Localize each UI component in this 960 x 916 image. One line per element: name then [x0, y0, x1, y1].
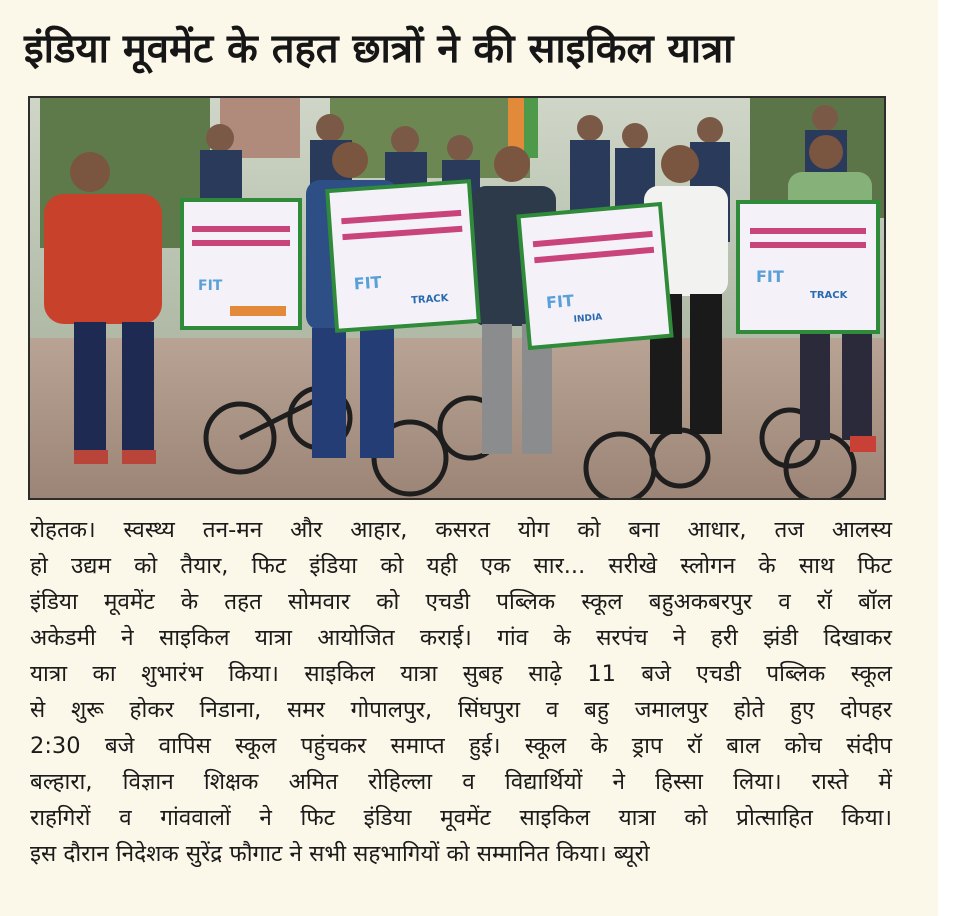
banner-4 — [738, 202, 878, 332]
paved-ground — [30, 338, 884, 498]
banner-4-track: TRACK — [810, 290, 848, 301]
banner-1-fit: FIT — [198, 278, 223, 294]
banner-3-fit: FIT — [545, 290, 575, 313]
article-line: इंडिया मूवमेंट के तहत सोमवार को एचडी पब्लिक स्कूल बहुअकबरपुर व रॉ बॉल — [30, 589, 892, 615]
banner-2-fit: FIT — [353, 272, 383, 294]
article-line: राहगिरों व गांववालों ने फिट इंडिया मूवमेंट साइकिल यात्रा को प्रोत्साहित किया। — [30, 805, 892, 831]
banner-3-india: INDIA — [573, 312, 603, 326]
article-line: हो उद्यम को तैयार, फिट इंडिया को यही एक सार... सरीखे स्लोगन के साथ फिट — [30, 553, 892, 579]
banner-2-track: TRACK — [410, 292, 449, 307]
article-line: इस दौरान निदेशक सुरेंद्र फौगाट ने सभी सहभागियों को सम्मानित किया। ब्यूरो — [30, 841, 650, 867]
banner-4-fit: FIT — [756, 267, 784, 286]
article-line: अकेडमी ने साइकिल यात्रा आयोजित कराई। गांव के सरपंच ने हरी झंडी दिखाकर — [30, 625, 892, 651]
article-line: रोहतक। स्वस्थ्य तन-मन और आहार, कसरत योग को बना आधार, तज आलस्य — [30, 517, 892, 543]
building — [220, 98, 300, 158]
article-line: यात्रा का शुभारंभ किया। साइकिल यात्रा सुबह साढ़े 11 बजे एचडी पब्लिक स्कूल — [30, 661, 892, 687]
article-body — [30, 512, 892, 872]
banner-3 — [519, 204, 672, 348]
flag-green — [524, 98, 538, 158]
page-margin — [938, 0, 960, 916]
article-line: से शुरू होकर निडाना, समर गोपालपुर, सिंघपुरा व बहु जमालपुर होते हुए दोपहर — [30, 697, 892, 723]
article-line: बल्हारा, विज्ञान शिक्षक अमित रोहिल्ला व विद्यार्थियों ने हिस्सा लिया। रास्ते में — [30, 769, 892, 795]
banner-2 — [327, 181, 478, 331]
article-photo — [28, 96, 886, 500]
article-line: 2:30 बजे वापिस स्कूल पहुंचकर समाप्त हुई। स्कूल के ड्राप रॉ बाल कोच संदीप — [30, 733, 892, 759]
banner-1 — [182, 200, 300, 328]
article-headline: इंडिया मूवमेंट के तहत छात्रों ने की साइकिल यात्रा — [24, 26, 734, 72]
